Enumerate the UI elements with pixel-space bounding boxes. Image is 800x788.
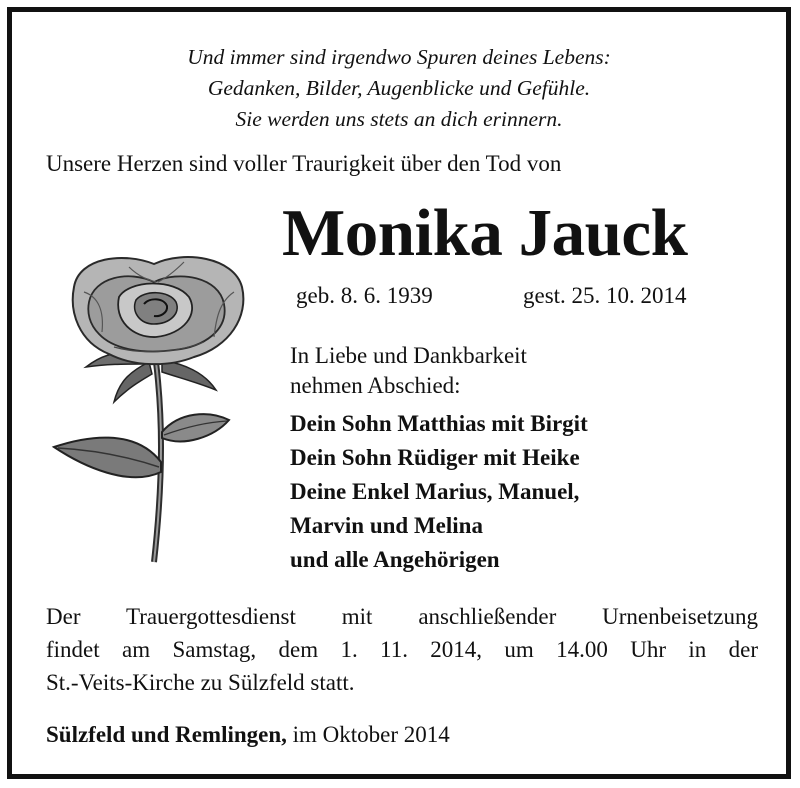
farewell-line: In Liebe und Dankbarkeit xyxy=(290,343,527,368)
family-member: Dein Sohn Matthias mit Birgit xyxy=(290,411,588,436)
poem xyxy=(12,42,786,135)
family-member: Marvin und Melina xyxy=(290,513,483,538)
birth-date: geb. 8. 6. 1939 xyxy=(296,283,433,308)
farewell-line: nehmen Abschied: xyxy=(290,373,461,398)
poem-line: Sie werden uns stets an dich erinnern. xyxy=(235,107,563,131)
poem-line: Und immer sind irgendwo Spuren deines Lebens: xyxy=(187,45,611,69)
place-month: im Oktober 2014 xyxy=(292,722,450,747)
deceased-name: Monika Jauck xyxy=(282,196,688,270)
family-member: Deine Enkel Marius, Manuel, xyxy=(290,479,580,504)
service-line: Der Trauergottesdienst mit anschließender Urnenbeisetzung xyxy=(46,604,758,629)
service-line: St.-Veits-Kirche zu Sülzfeld statt. xyxy=(46,670,355,695)
intro-text: Unsere Herzen sind voller Traurigkeit über den Tod von xyxy=(46,151,562,176)
family-member: Dein Sohn Rüdiger mit Heike xyxy=(290,445,580,470)
service-announcement xyxy=(46,600,758,699)
farewell-text xyxy=(290,341,527,401)
death-date: gest. 25. 10. 2014 xyxy=(523,283,687,308)
rose-icon xyxy=(44,242,259,572)
obituary-frame xyxy=(7,7,791,779)
service-line: findet am Samstag, dem 1. 11. 2014, um 14.00 Uhr in der xyxy=(46,637,758,662)
family-member: und alle Angehörigen xyxy=(290,547,500,572)
poem-line: Gedanken, Bilder, Augenblicke und Gefühle. xyxy=(207,76,591,100)
place-date xyxy=(46,722,450,748)
place-towns: Sülzfeld und Remlingen, xyxy=(46,722,287,747)
family-list xyxy=(290,407,588,577)
